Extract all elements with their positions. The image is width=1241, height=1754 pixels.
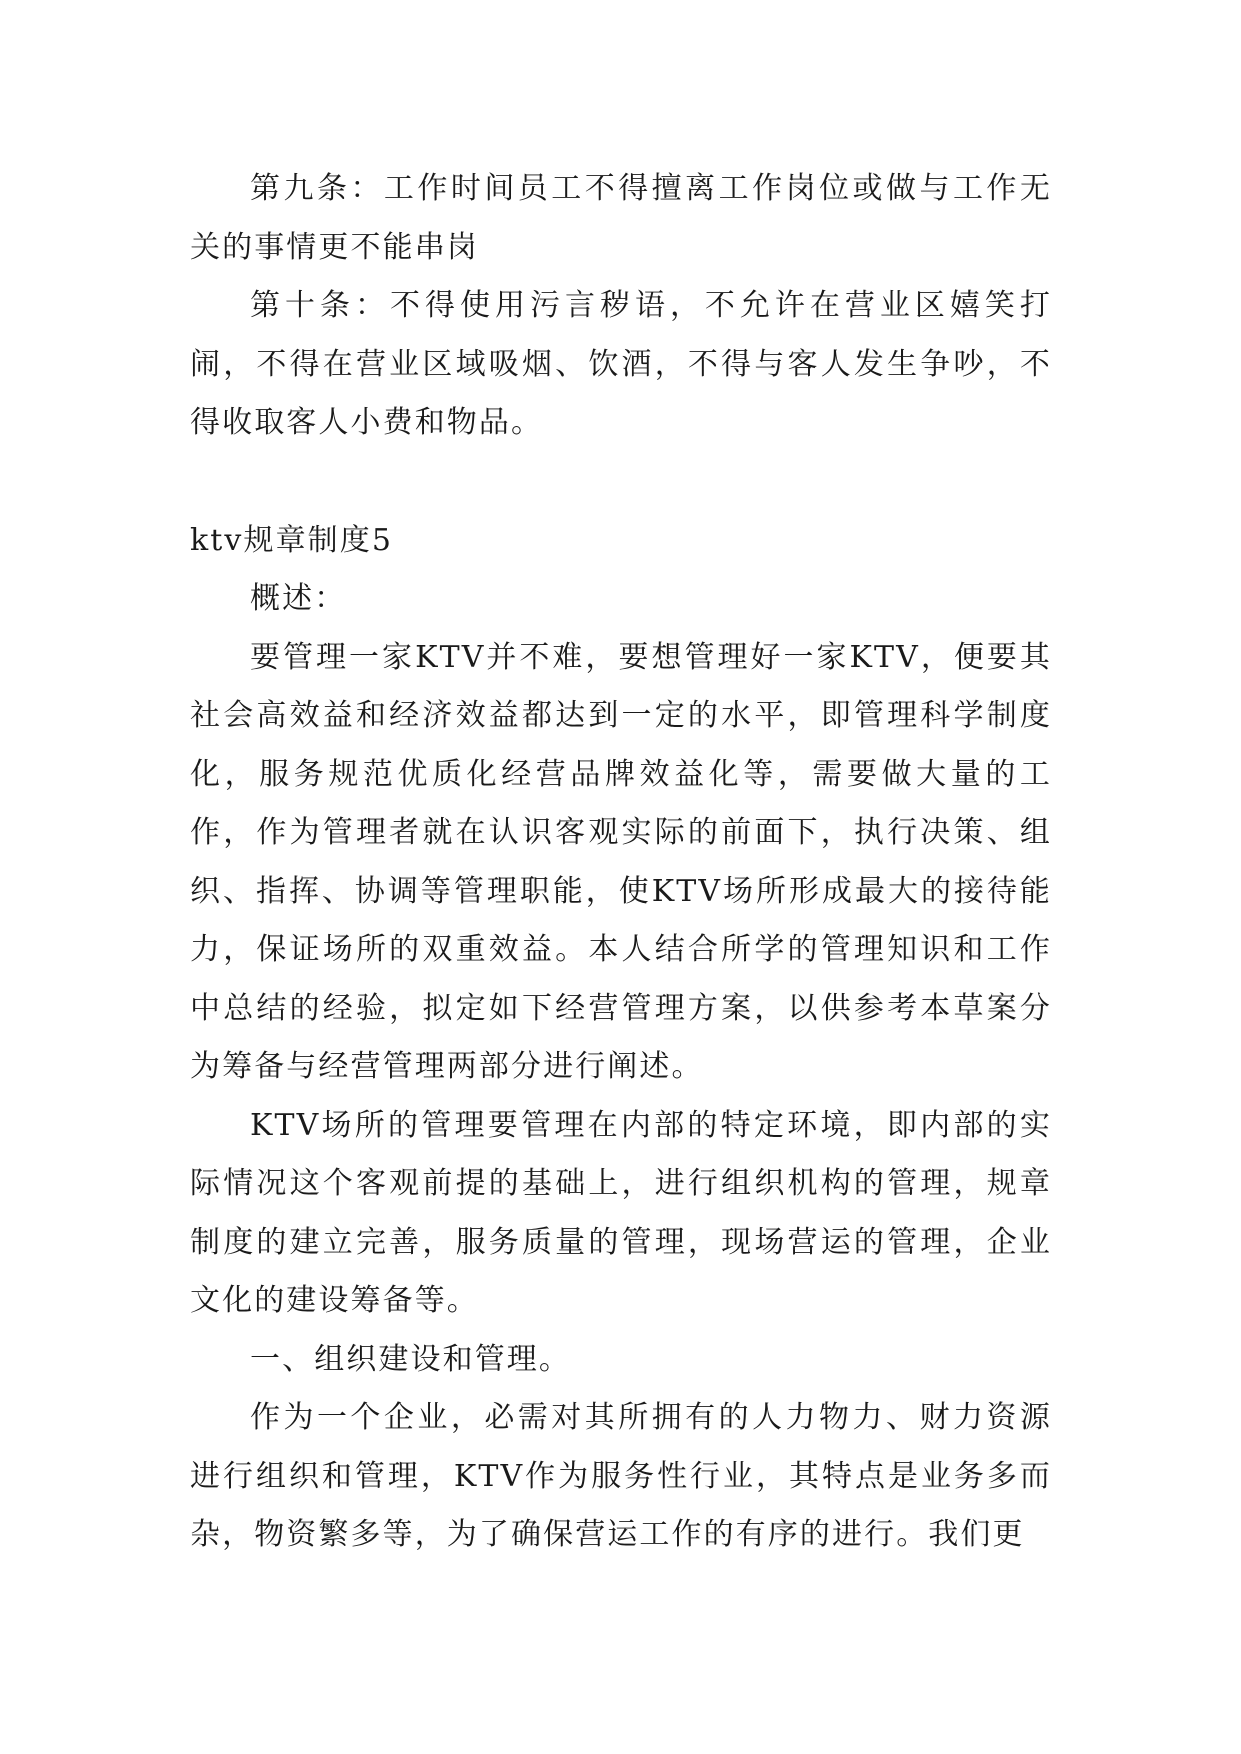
paragraph-overview-body: 要管理一家KTV并不难，要想管理好一家KTV，便要其社会高效益和经济效益都达到一定的水平，即管理科学制度化，服务规范优质化经营品牌效益化等，需要做大量的工作，作为管理者就在认识客观实际的前面下，执行决策、组织、指挥、协调等管理职能，使KTV场所形成最大的接待能力，保证场所的双重效益。本人结合所学的管理知识和工作中总结的经验，拟定如下经营管理方案，以供参考本草案分为筹备与经营管理两部分进行阐述。 [190,639,1052,1084]
paragraph-organization-body: 作为一个企业，必需对其所拥有的人力物力、财力资源进行组织和管理，KTV作为服务性行业，其特点是业务多而杂，物资繁多等，为了确保营运工作的有序的进行。我们更 [190,1400,1052,1552]
paragraph-ktv-management: KTV场所的管理要管理在内部的特定环境，即内部的实际情况这个客观前提的基础上，进行组织机构的管理，规章制度的建立完善，服务质量的管理，现场营运的管理，企业文化的建设筹备等。 [190,1107,1052,1318]
paragraph-article-10: 第十条：不得使用污言秽语，不允许在营业区嬉笑打闹，不得在营业区域吸烟、饮酒，不得与客人发生争吵，不得收取客人小费和物品。 [190,288,1052,440]
paragraph-overview-label: 概述： [250,581,347,616]
paragraph-article-9: 第九条：工作时间员工不得擅离工作岗位或做与工作无关的事情更不能串岗 [190,171,1052,265]
section-title: ktv规章制度5 [190,522,394,558]
section-gap [190,453,1052,512]
heading-organization: 一、组织建设和管理。 [250,1341,571,1377]
document-body [190,160,1052,1565]
